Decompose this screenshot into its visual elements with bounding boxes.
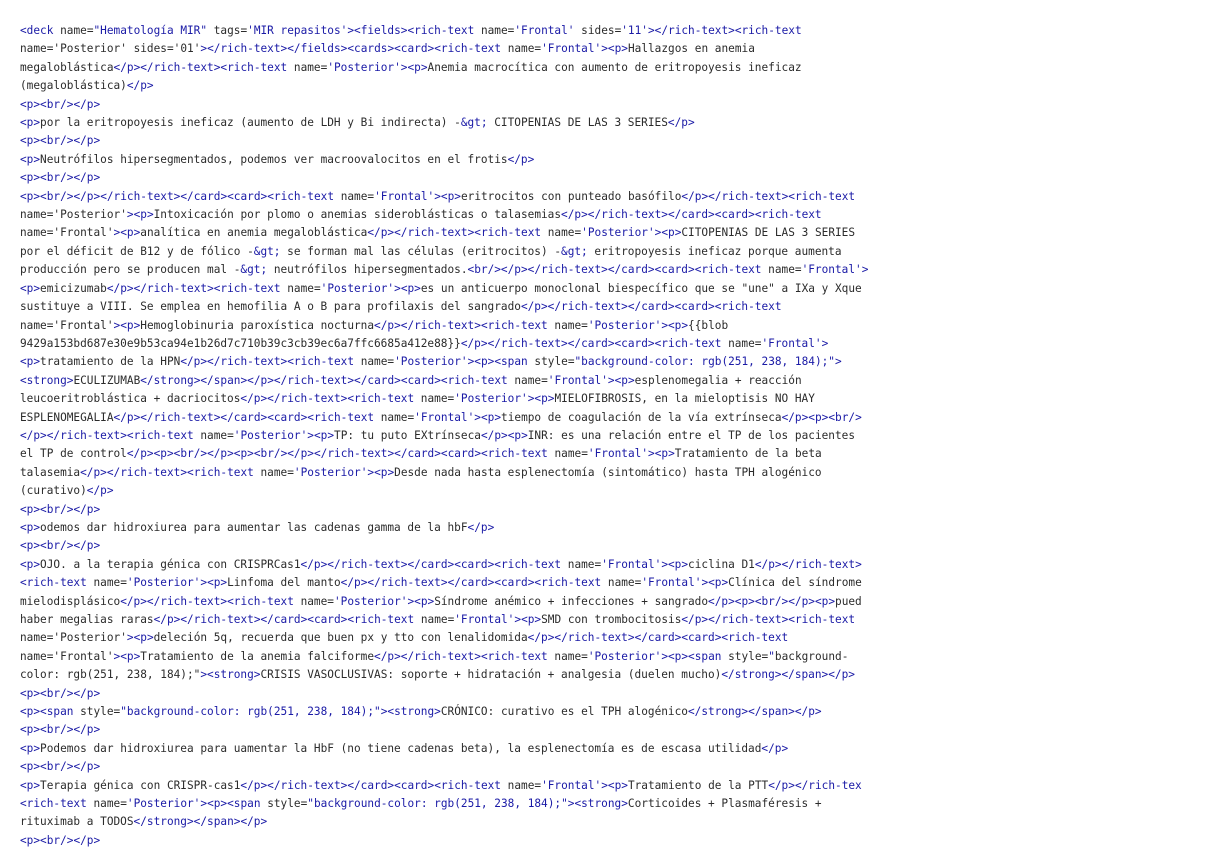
source-line: <p><br/></p>: [20, 723, 101, 737]
source-line: sustituye a VIII. Se emplea en hemofilia A o B para profilaxis del sangrado</p></rich-text></card><card><rich-text: [20, 300, 782, 314]
source-line: <p><br/></p>: [20, 134, 101, 148]
source-line: <p>Neutrófilos hipersegmentados, podemos ver macroovalocitos en el frotis</p>: [20, 152, 535, 166]
source-line: name='Frontal'><p>Hemoglobinuria paroxística nocturna</p></rich-text><rich-text name='Posterior'><p>{{blob: [20, 318, 729, 332]
source-line: <rich-text name='Posterior'><p>Linfoma del manto</p></rich-text></card><card><rich-text name='Frontal'><p>Clínica del síndrome: [20, 576, 862, 590]
source-line: (megaloblástica)</p>: [20, 79, 154, 93]
source-line: <p><span style="background-color: rgb(251, 238, 184);"><strong>CRÓNICO: curativo es el TPH alogénico</strong></span></p>: [20, 705, 822, 719]
source-line: haber megalias raras</p></rich-text></card><card><rich-text name='Frontal'><p>SMD con trombocitosis</p></rich-text><rich-text: [20, 613, 856, 626]
source-line: rituximab a TODOS</strong></span></p>: [20, 815, 268, 829]
source-line: <p>tratamiento de la HPN</p></rich-text><rich-text name='Posterior'><p><span style="background-color: rgb(251, 238, 184);">: [20, 355, 842, 369]
source-line: <rich-text name='Posterior'><p><span style="background-color: rgb(251, 238, 184);"><strong>Corticoides + Plasmaféresis +: [20, 797, 822, 811]
source-line: <p>OJO. a la terapia génica con CRISPRCas1</p></rich-text></card><card><rich-text name='Frontal'><p>ciclina D1</p></rich-text>: [20, 557, 862, 571]
source-line: <strong>ECULIZUMAB</strong></span></p></rich-text></card><card><rich-text name='Frontal'><p>esplenomegalia + reacción: [20, 373, 802, 387]
source-line: ESPLENOMEGALIA</p></rich-text></card><card><rich-text name='Frontal'><p>tiempo de coagulación de la vía extrínseca</p><p><br/>: [20, 410, 862, 424]
source-line: <deck name="Hematología MIR" tags='MIR repasitos'><fields><rich-text name='Frontal' sides='11'></rich-text><rich-text: [20, 24, 802, 37]
source-line: name='Frontal'><p>Tratamiento de la anemia falciforme</p></rich-text><rich-text name='Posterior'><p><span style="background-: [20, 649, 849, 663]
source-line: name='Posterior' sides='01'></rich-text></fields><cards><card><rich-text name='Frontal'><p>Hallazgos en anemia: [20, 42, 755, 56]
source-line: <p>por la eritropoyesis ineficaz (aumento de LDH y Bi indirecta) -&gt; CITOPENIAS DE LAS 3 SERIES</p>: [20, 116, 695, 130]
source-line: <p><br/></p>: [20, 539, 101, 553]
source-line: por el déficit de B12 y de fólico -&gt; se forman mal las células (eritrocitos) -&gt; eritropoyesis ineficaz porque aumenta: [20, 244, 842, 258]
source-line: (curativo)</p>: [20, 484, 114, 498]
source-line: <p>Terapia génica con CRISPR-cas1</p></rich-text></card><card><rich-text name='Frontal'><p>Tratamiento de la PTT</p></rich-tex: [20, 778, 862, 792]
source-line: <p>odemos dar hidroxiurea para aumentar las cadenas gamma de la hbF</p>: [20, 520, 495, 534]
source-line: <p><br/></p>: [20, 171, 101, 185]
source-line: producción pero se producen mal -&gt; neutrófilos hipersegmentados.<br/></p></rich-text></card><card><rich-text name='Frontal'>: [20, 263, 869, 277]
source-line: mielodisplásico</p></rich-text><rich-text name='Posterior'><p>Síndrome anémico + infecciones + sangrado</p><p><br/></p><p>pued: [20, 594, 862, 608]
source-line: color: rgb(251, 238, 184);"><strong>CRISIS VASOCLUSIVAS: soporte + hidratación + analgesia (duelen mucho)</strong></span></p>: [20, 668, 855, 682]
source-line: <p><br/></p>: [20, 760, 101, 774]
source-line: <p><br/></p>: [20, 833, 101, 847]
xml-source-code: [20, 22, 1220, 850]
source-line: </p></rich-text><rich-text name='Posterior'><p>TP: tu puto EXtrínseca</p><p>INR: es una relación entre el TP de los pacientes: [20, 428, 856, 442]
source-line: <p>Podemos dar hidroxiurea para uamentar la HbF (no tiene cadenas beta), la esplenectomía es de escasa utilidad</p>: [20, 741, 789, 755]
source-line: talasemia</p></rich-text><rich-text name='Posterior'><p>Desde nada hasta esplenectomía (sintomático) hasta TPH alogénico: [20, 465, 822, 479]
source-line: <p><br/></p>: [20, 502, 101, 516]
source-line: 9429a153bd687e30e9b53ca94e1b26d7c710b39c3cb39ec6a7ffc6685a412e88}}</p></rich-text></card><card><rich-text name='Frontal'>: [20, 336, 829, 350]
source-line: <p>emicizumab</p></rich-text><rich-text name='Posterior'><p>es un anticuerpo monoclonal biespecífico que se "une" a IXa y Xque: [20, 281, 862, 295]
source-line: <p><br/></p>: [20, 97, 101, 111]
source-line: el TP de control</p><p><br/></p><p><br/></p></rich-text></card><card><rich-text name='Frontal'><p>Tratamiento de la beta: [20, 447, 822, 461]
source-line: <p><br/></p></rich-text></card><card><rich-text name='Frontal'><p>eritrocitos con punteado basófilo</p></rich-text><rich-text: [20, 189, 856, 203]
source-line: <p><br/></p>: [20, 686, 101, 700]
source-line: name='Frontal'><p>analítica en anemia megaloblástica</p></rich-text><rich-text name='Posterior'><p>CITOPENIAS DE LAS 3 SERIES: [20, 226, 856, 240]
source-line: megaloblástica</p></rich-text><rich-text name='Posterior'><p>Anemia macrocítica con aumento de eritropoyesis ineficaz: [20, 60, 802, 74]
source-line: leucoeritroblástica + dacriocitos</p></rich-text><rich-text name='Posterior'><p>MIELOFIBROSIS, en la mieloptisis NO HAY: [20, 392, 815, 406]
source-line: name='Posterior'><p>Intoxicación por plomo o anemias sideroblásticas o talasemias</p></rich-text></card><card><rich-text: [20, 208, 822, 222]
source-line: name='Posterior'><p>deleción 5q, recuerda que buen px y tto con lenalidomida</p></rich-text></card><card><rich-text: [20, 631, 789, 645]
